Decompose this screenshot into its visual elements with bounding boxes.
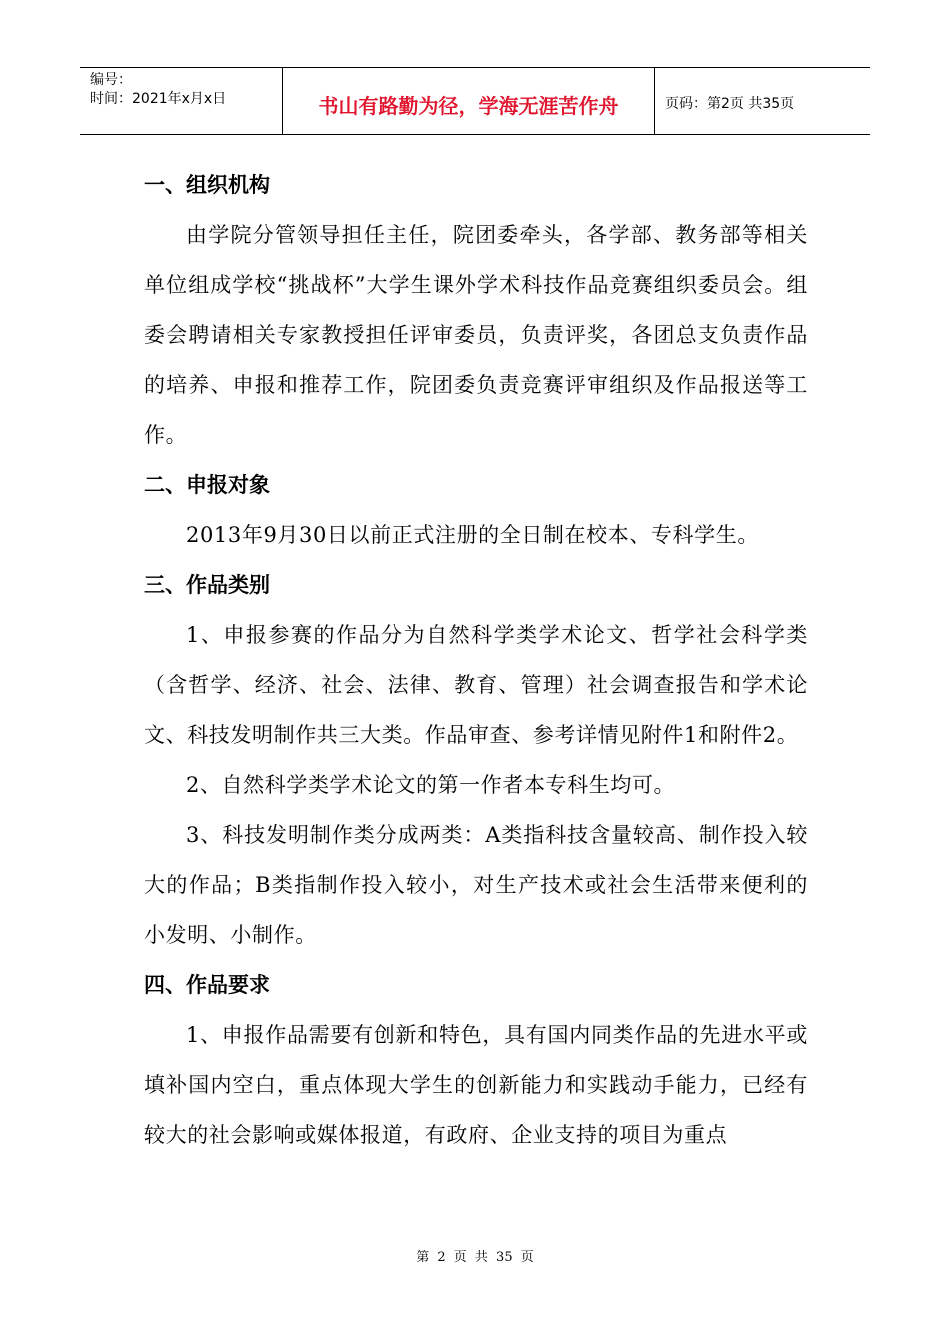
header-page-info: 页码：第2页 共35页 [665, 96, 795, 112]
header-page-cell [655, 68, 870, 134]
section-heading: 三、作品类别 [144, 573, 270, 597]
section-paragraph: 1、申报参赛的作品分为自然科学类学术论文、哲学社会科学类（含哲学、经济、社会、法律、教育、管理）社会调查报告和学术论文、科技发明制作共三大类。作品审查、参考详情见附件1和附件2。 [144, 623, 808, 747]
document-body [144, 160, 808, 1160]
document-number-label: 编号： [90, 72, 132, 88]
page-header [80, 67, 870, 135]
section-heading: 四、作品要求 [144, 973, 270, 997]
section-paragraph: 3、科技发明制作类分成两类：A类指科技含量较高、制作投入较大的作品；B类指制作投入较小，对生产技术或社会生活带来便利的小发明、小制作。 [144, 823, 808, 947]
section-paragraph: 2、自然科学类学术论文的第一作者本专科生均可。 [186, 773, 676, 797]
section-paragraph: 由学院分管领导担任主任，院团委牵头，各学部、教务部等相关单位组成学校“挑战杯”大学生课外学术科技作品竞赛组织委员会。组委会聘请相关专家教授担任评审委员，负责评奖，各团总支负责作品的培养、申报和推荐工作，院团委负责竞赛评审组织及作品报送等工作。 [144, 223, 808, 447]
section-paragraph: 1、申报作品需要有创新和特色，具有国内同类作品的先进水平或填补国内空白，重点体现大学生的创新能力和实践动手能力，已经有较大的社会影响或媒体报道，有政府、企业支持的项目为重点 [144, 1023, 808, 1147]
header-motto: 书山有路勤为径，学海无涯苦作舟 [318, 93, 619, 118]
document-time-label: 时间：2021年x月x日 [90, 91, 227, 107]
header-meta-cell [80, 68, 283, 134]
section-heading: 二、申报对象 [144, 473, 270, 497]
header-motto-cell [283, 68, 655, 134]
section-heading: 一、组织机构 [144, 173, 270, 197]
section-paragraph: 2013年9月30日以前正式注册的全日制在校本、专科学生。 [186, 523, 759, 547]
page-footer: 第 2 页 共 35 页 [416, 1250, 534, 1265]
